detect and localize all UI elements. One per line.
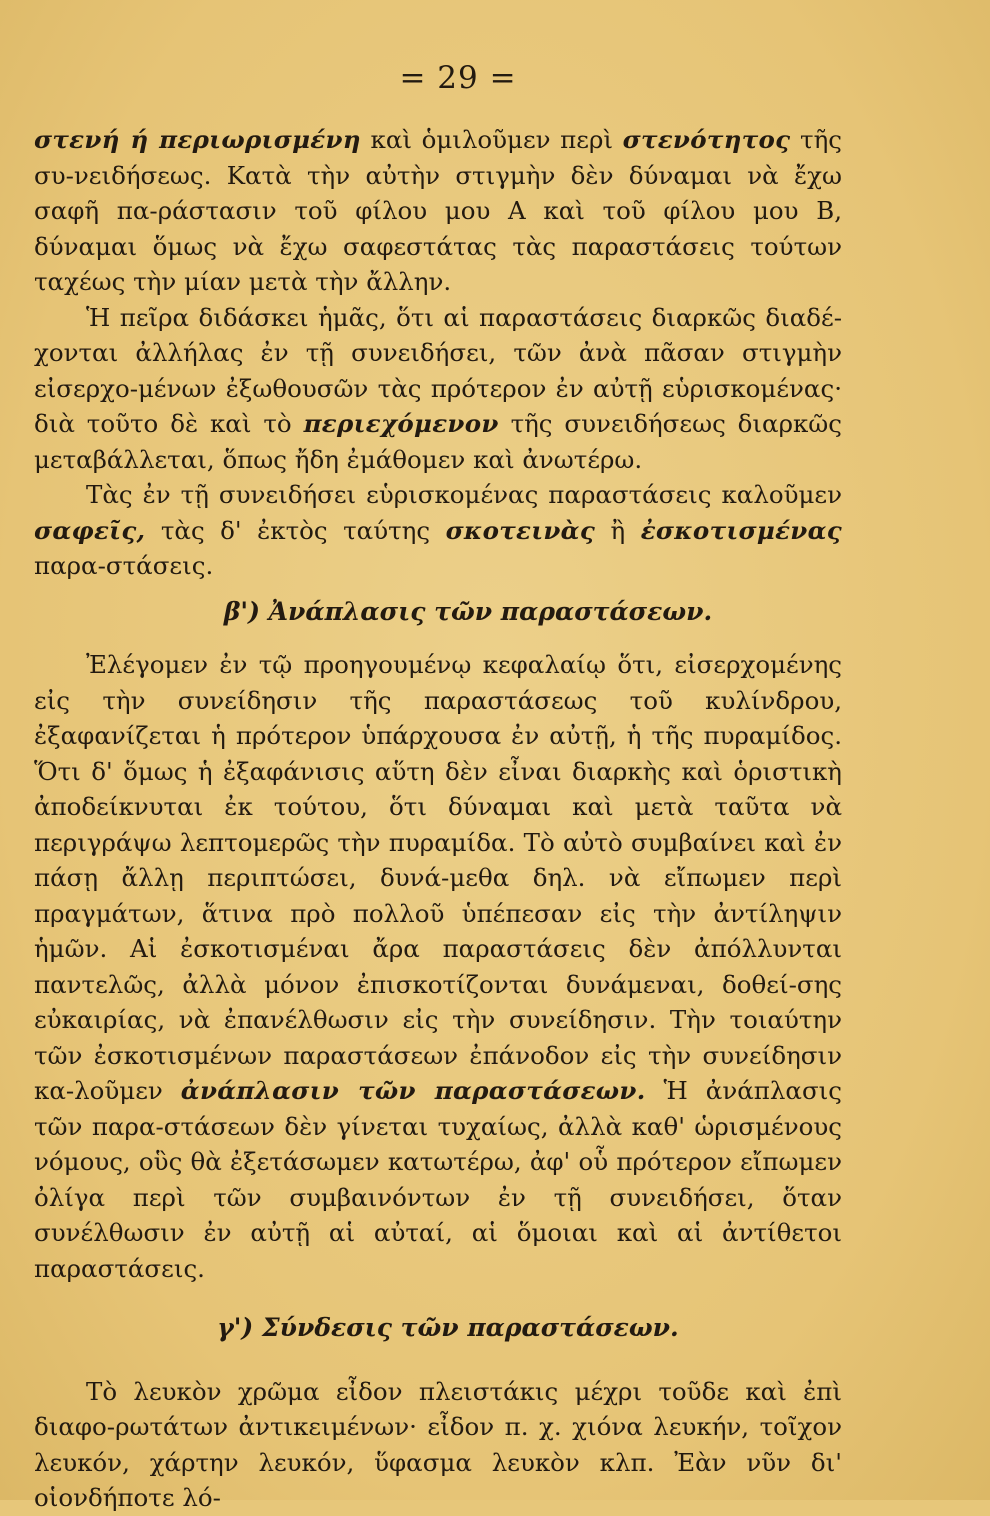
text-run: Ἡ ἀνάπλασις τῶν παρα-στάσεων δὲν γίνεται τυχαίως, ἀλλὰ καθ' ὡρισμένους νόμους, οὓς θὰ ἐξετάσωμεν κατωτέρω, ἀφ' οὗ πρότερον εἴπωμεν ὀλίγα περὶ τῶν συμβαινόντων ἐν τῇ συνειδήσει, ὅταν συνέλθωσιν ἐν αὐτῇ αἱ αὐταί, αἱ ὅμοιαι καὶ αἱ ἀντίθετοι παραστάσεις.	[34, 1076, 842, 1283]
emphasis-content: περιεχόμενον	[303, 409, 499, 438]
text-run: Ἡ πεῖρα διδάσκει ἡμᾶς, ὅτι αἱ παραστάσεις διαρκῶς διαδέ-χονται ἀλλήλας ἐν τῇ συνειδήσει, τῶν ἀνὰ πᾶσαν στιγμὴν εἰσερχο-μένων ἐξωθουσῶν τὰς πρότερον ἐν αὐτῇ εὑρισκομένας· διὰ τοῦτο δὲ καὶ τὸ	[34, 302, 842, 438]
paragraph-4	[34, 647, 842, 1286]
emphasis-narrow-consciousness: στενή ή περιωρισμένη	[34, 125, 361, 154]
paragraph-3	[34, 477, 842, 584]
emphasis-narrowness: στενότητος	[622, 125, 791, 154]
paragraph-5	[34, 1374, 842, 1516]
emphasis-reproduction: ἀνάπλασιν τῶν παραστάσεων.	[180, 1076, 646, 1105]
emphasis-dark: σκοτεινὰς	[445, 515, 596, 545]
text-run: τῆς συ-νειδήσεως. Κατὰ τὴν αὐτὴν στιγμὴν δὲν δύναμαι νὰ ἔχω σαφῆ πα-ράστασιν τοῦ φίλου μου Α καὶ τοῦ φίλου μου Β, δύναμαι ὅμως νὰ ἔχω σαφεστάτας τὰς παραστάσεις τούτων ταχέως τὴν μίαν μετὰ τὴν ἄλλην.	[34, 125, 842, 296]
emphasis-obscured: ἐσκοτισμένας	[640, 515, 842, 545]
text-run: ἢ	[610, 515, 626, 545]
text-run: καὶ ὁμιλοῦμεν περὶ	[370, 125, 613, 154]
section-heading-g: γ') Σύνδεσις τῶν παραστάσεων.	[217, 1313, 679, 1342]
text-run: Τὰς ἐν τῇ συνειδήσει εὑρισκομένας παραστάσεις καλοῦμεν	[86, 480, 842, 509]
page-body	[34, 122, 842, 1516]
text-run: τῆς συνειδήσεως διαρκῶς μεταβάλλεται, ὅπως ἤδη ἐμάθομεν καὶ ἀνωτέρω.	[34, 409, 842, 474]
emphasis-clear: σαφεῖς,	[34, 515, 146, 545]
section-heading-b: β') Ἀνάπλασις τῶν παραστάσεων.	[223, 596, 713, 626]
text-run: τὰς δ' ἐκτὸς ταύτης	[160, 515, 431, 545]
page-number: = 29 =	[399, 60, 517, 96]
text-run: Τὸ λευκὸν χρῶμα εἶδον πλειστάκις μέχρι τοῦδε καὶ ἐπὶ διαφο-ρωτάτων ἀντικειμένων· εἶδον π. χ. χιόνα λευκήν, τοῖχον λευκόν, χάρτην λευκόν, ὕφασμα λευκὸν κλπ. Ἐὰν νῦν δι' οἱονδήποτε λό-	[34, 1376, 842, 1512]
paragraph-2	[34, 300, 842, 478]
paragraph-1	[34, 122, 842, 300]
text-run: Ἐλέγομεν ἐν τῷ προηγουμένῳ κεφαλαίῳ ὅτι, εἰσερχομένης εἰς τὴν συνείδησιν τῆς παραστάσεως τοῦ κυλίνδρου, ἐξαφανίζεται ἡ πρότερον ὑπάρχουσα ἐν αὐτῇ, ἡ τῆς πυραμίδος. Ὅτι δ' ὅμως ἡ ἐξαφάνισις αὕτη δὲν εἶναι διαρκὴς καὶ ὁριστικὴ ἀποδείκνυται ἐκ τούτου, ὅτι δύναμαι καὶ μετὰ ταῦτα νὰ περιγράψω λεπτομερῶς τὴν πυραμίδα. Τὸ αὐτὸ συμβαίνει καὶ ἐν πάσῃ ἄλλῃ περιπτώσει, δυνά-μεθα δηλ. νὰ εἴπωμεν περὶ πραγμάτων, ἅτινα πρὸ πολλοῦ ὑπέπεσαν εἰς τὴν ἀντίληψιν ἡμῶν. Αἱ ἐσκοτισμέναι ἄρα παραστάσεις δὲν ἀπόλλυνται παντελῶς, ἀλλὰ μόνον ἐπισκοτίζονται δυνάμεναι, δοθεί-σης εὐκαιρίας, νὰ ἐπανέλθωσιν εἰς τὴν συνείδησιν. Τὴν τοιαύτην τῶν ἐσκοτισμένων παραστάσεων ἐπάνοδον εἰς τὴν συνείδησιν κα-λοῦμεν	[34, 650, 842, 1105]
text-run: παρα-στάσεις.	[34, 551, 214, 580]
